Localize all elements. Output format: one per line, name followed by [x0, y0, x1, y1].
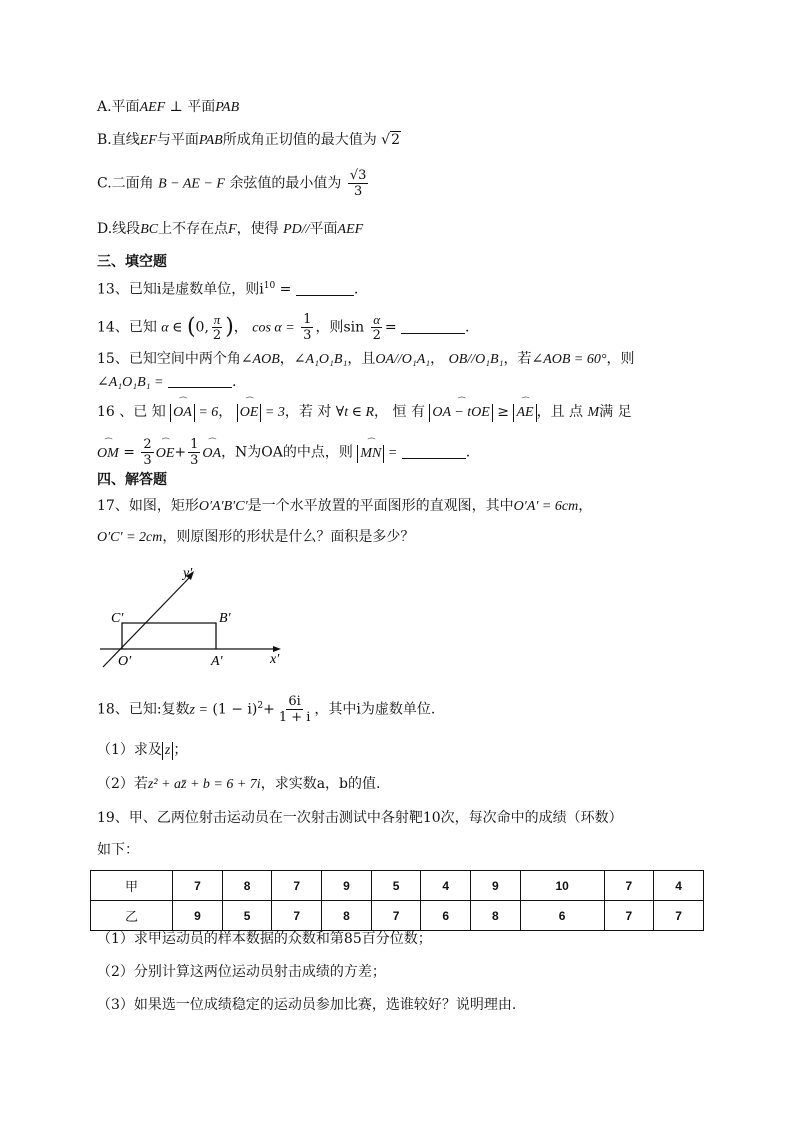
- q18-text-2: ，其中i为虚数单位.: [314, 701, 436, 718]
- mn-eq: =: [384, 445, 398, 461]
- table-cell: 10: [520, 871, 604, 901]
- q13-end: .: [353, 281, 359, 298]
- score-table: [90, 870, 704, 931]
- q17-oa-length: O′A′ = 6cm: [513, 499, 579, 514]
- fraction-den: 3: [354, 184, 363, 199]
- table-cell: 7: [604, 901, 654, 931]
- option-a: [97, 97, 239, 118]
- line-ef: EF: [139, 133, 157, 148]
- fraction-num: 6i: [288, 694, 301, 709]
- option-b-mid2: 所成角正切值的最大值为: [222, 132, 377, 148]
- row-label: 甲: [91, 871, 173, 901]
- q17-question: ，则原图形的形状是什么？面积是多少？: [162, 529, 415, 545]
- fraction-num: √3: [349, 168, 367, 183]
- abs-z: z: [162, 742, 173, 760]
- q13-expr: i: [259, 281, 264, 298]
- table-row: [91, 901, 704, 931]
- q18-p2-end: ，求实数a，b的值.: [260, 776, 381, 792]
- q14-sin: sin: [343, 319, 365, 336]
- sqrt-value: 2: [391, 132, 401, 148]
- option-c-prefix: C.二面角: [97, 175, 154, 192]
- q18-p2-text: （2）若: [97, 776, 148, 792]
- question-16-line-1: 16 、已 知 ⏜ OA = 6， ⏜ OE = 3，若 对 ∀t ∈ R， 恒 有 ⏜ OA − tOE ≥ ⏜ AE ，且 点 M满 足: [97, 402, 632, 423]
- q17-text-b: 是一个水平放置的平面图形的直观图，其中: [247, 498, 514, 514]
- angle-aob: ∠AOB: [240, 352, 280, 367]
- table-cell: 8: [471, 901, 521, 931]
- label-a: A′: [211, 654, 223, 669]
- q16-satisfy: 满 足: [599, 404, 632, 420]
- fraction: [141, 437, 153, 468]
- fraction: [211, 312, 223, 343]
- vector-oe: ⏜ OE: [156, 444, 175, 464]
- label-b: B′: [219, 611, 231, 626]
- label-o: O′: [118, 654, 132, 669]
- table-cell: 5: [371, 871, 421, 901]
- question-19-part-1: （1）求甲运动员的样本数据的众数和第85百分位数；: [97, 931, 432, 947]
- intuitive-diagram: [95, 562, 295, 672]
- q16-end: .: [465, 444, 471, 461]
- q17-oc-length: O′C′ = 2cm: [97, 530, 163, 545]
- option-a-mid: 平面: [187, 99, 216, 115]
- plane-aef: AEF: [337, 222, 364, 237]
- q15-target: ∠A₁O₁B₁ =: [97, 375, 164, 390]
- fraction: [348, 168, 369, 199]
- table-row: [91, 871, 704, 901]
- point-f: F: [228, 222, 237, 237]
- fraction: [371, 312, 383, 343]
- option-c: [97, 168, 370, 199]
- q18-z: z =: [189, 702, 208, 718]
- answer-blank: [402, 458, 466, 459]
- table-cell: 9: [322, 871, 372, 901]
- abs-oa: [170, 404, 195, 422]
- fraction-den: 2: [372, 328, 381, 343]
- oa-value: = 6: [194, 405, 219, 420]
- fraction-den: 2: [212, 328, 222, 343]
- fraction-den: 3: [303, 328, 312, 343]
- table-cell: 4: [421, 871, 471, 901]
- question-15-line-1: 15、已知空间中两个角∠AOB，∠A₁O₁B₁，且OA//O₁A₁， OB//O₁B₁，若∠AOB = 60°，则: [97, 351, 635, 367]
- question-18-part-2: [97, 774, 380, 795]
- q17-text: 17、如图，矩形: [97, 498, 199, 514]
- option-b-mid1: 与平面: [156, 132, 199, 148]
- q13-eq: =: [275, 281, 292, 298]
- vector-oe: ⏜ OE: [240, 404, 259, 422]
- question-13: [97, 276, 358, 300]
- q17-comma: ，: [578, 498, 593, 514]
- question-14: 14、已知 α ∈ (0, $\frac{\pi}{2}$ )， cos α = $\frac{1}{3}$ ，则sin $\frac{\alpha}{2}$ = .: [97, 312, 470, 343]
- table-cell: 9: [471, 871, 521, 901]
- table-cell: 5: [222, 901, 272, 931]
- vector-om: ⏜ OM: [97, 444, 119, 464]
- q13-text: 13、已知i是虚数单位，则: [97, 281, 260, 298]
- plane-pab: PAB: [198, 133, 223, 148]
- q16-always: ， 恒 有: [374, 404, 425, 420]
- fraction-num: 2: [143, 437, 152, 452]
- answer-blank: [296, 295, 354, 296]
- vector-ae: ⏜ AE: [516, 404, 533, 422]
- abs-lhs: [429, 404, 492, 422]
- oe-value: = 3: [261, 405, 285, 420]
- option-d-mid3: 平面: [309, 221, 338, 237]
- perp-symbol: ⊥: [169, 99, 183, 115]
- table-cell: 7: [272, 901, 322, 931]
- question-18: [97, 694, 435, 725]
- q14-cos: cos α =: [252, 320, 295, 336]
- vector-lhs: ⏜ OA − tOE: [432, 404, 489, 422]
- q14-eq: =: [384, 319, 397, 336]
- q18-p1-text: （1）求及: [97, 742, 162, 758]
- forall-expr: ∀t ∈ R: [335, 405, 375, 420]
- fraction-num: α: [373, 312, 381, 327]
- table-cell: 4: [654, 871, 704, 901]
- section-4-title: 四、解答题: [97, 472, 167, 488]
- label-y: y′: [183, 566, 193, 581]
- plane-pab: PAB: [215, 100, 240, 115]
- q16-text: 16 、已 知: [97, 404, 166, 420]
- option-d-mid1: 上不存在点: [158, 221, 229, 237]
- q15-given: ，若: [503, 351, 532, 367]
- fraction-num: 1: [190, 437, 199, 452]
- option-d: [97, 219, 363, 240]
- q18-p1-end: ；: [173, 742, 188, 758]
- angle-a1o1b1: ∠A₁O₁B₁: [293, 352, 348, 367]
- table-cell: 7: [272, 871, 322, 901]
- fraction-num: 1: [303, 312, 312, 327]
- q15-text: 15、已知空间中两个角: [97, 351, 241, 367]
- right-paren: ): [225, 314, 234, 340]
- vector-mn: ⏜ MN: [360, 445, 381, 463]
- table-cell: 7: [654, 901, 704, 931]
- q18-equation: z² + az̄ + b = 6 + 7i: [147, 777, 261, 792]
- question-19-part-2: （2）分别计算这两位运动员射击成绩的方差；: [97, 964, 386, 980]
- fraction: [301, 312, 313, 343]
- abs-oe: [237, 404, 262, 422]
- row-label: 乙: [91, 901, 173, 931]
- q16-mid: ，若 对: [284, 404, 332, 420]
- table-cell: 6: [421, 901, 471, 931]
- rectangle-shape: [122, 623, 216, 649]
- interval-left: 0,: [195, 319, 209, 336]
- q15-cond: ，且: [347, 351, 376, 367]
- parallel-2: OB//O₁B₁: [448, 352, 504, 367]
- fraction-den: 1 + i: [278, 710, 311, 725]
- q15-end: .: [231, 374, 237, 390]
- q16-n-text: ，N为OA的中点，则: [221, 444, 353, 461]
- plus-symbol: +: [263, 701, 275, 718]
- question-17-line-1: [97, 496, 592, 517]
- left-paren: (: [186, 314, 196, 340]
- question-19-part-3: （3）如果选一位成绩稳定的运动员参加比赛，选谁较好？说明理由.: [97, 997, 517, 1013]
- q14-end: .: [465, 319, 470, 336]
- label-c: C′: [111, 611, 124, 626]
- question-19-line-1: 19、甲、乙两位射击运动员在一次射击测试中各射靶10次，每次命中的成绩（环数）: [97, 810, 623, 826]
- option-b-prefix: B.直线: [97, 132, 140, 148]
- q15-then: ，则: [606, 351, 635, 367]
- vector-oa: ⏜ OA: [173, 404, 192, 422]
- eq-symbol: =: [123, 444, 135, 461]
- answer-blank: [168, 387, 232, 388]
- q18-square: 2: [257, 700, 264, 711]
- table-cell: 6: [520, 901, 604, 931]
- plane-aef: AEF: [139, 100, 166, 115]
- q14-then: ，则: [315, 319, 344, 336]
- option-a-prefix: A.平面: [97, 99, 140, 115]
- q13-exponent: 10: [263, 281, 276, 291]
- plus-symbol: +: [174, 444, 187, 461]
- question-19-line-2: 如下：: [97, 842, 139, 858]
- table-cell: 9: [173, 901, 223, 931]
- table-cell: 7: [371, 901, 421, 931]
- q14-condition: α ∈: [161, 320, 183, 336]
- q14-text: 14、已知: [97, 319, 157, 336]
- label-x: x′: [270, 652, 280, 667]
- fraction-den: 3: [190, 453, 199, 468]
- section-3-title: 三、填空题: [97, 254, 167, 270]
- angle-value: ∠AOB = 60°: [531, 352, 607, 367]
- table-cell: 7: [604, 871, 654, 901]
- sqrt-icon: √: [381, 132, 391, 148]
- parallel-relation: PD//: [283, 222, 310, 237]
- answer-blank: [401, 333, 465, 334]
- ge-symbol: ≥: [497, 404, 510, 420]
- table-cell: 8: [322, 901, 372, 931]
- segment-bc: BC: [140, 222, 159, 237]
- fraction-den: 3: [143, 453, 152, 468]
- dihedral-angle: B − AE − F: [158, 176, 225, 192]
- q16-tail: ，且 点: [536, 404, 584, 420]
- option-d-prefix: D.线段: [97, 221, 141, 237]
- question-16-line-2: [97, 437, 470, 468]
- abs-ae: [513, 404, 536, 422]
- option-b: [97, 130, 401, 151]
- question-17-line-2: [97, 527, 414, 548]
- table-cell: 7: [173, 871, 223, 901]
- q18-text: 18、已知:复数: [97, 701, 190, 718]
- option-c-mid: 余弦值的最小值为: [229, 175, 342, 192]
- question-15-line-2: [97, 372, 236, 393]
- fraction-num: π: [213, 312, 221, 327]
- fraction: [277, 694, 313, 725]
- table-cell: 8: [222, 871, 272, 901]
- option-d-mid2: ，使得: [236, 221, 279, 237]
- parallel-1: OA//O₁A₁: [375, 352, 431, 367]
- fraction: [188, 437, 200, 468]
- q18-base: (1 − i): [212, 701, 258, 718]
- point-m: M: [587, 405, 600, 420]
- vector-oa: ⏜ OA: [202, 444, 221, 464]
- abs-mn: [357, 445, 384, 463]
- rect-name: O′A′B′C′: [198, 499, 248, 514]
- question-18-part-1: [97, 740, 187, 760]
